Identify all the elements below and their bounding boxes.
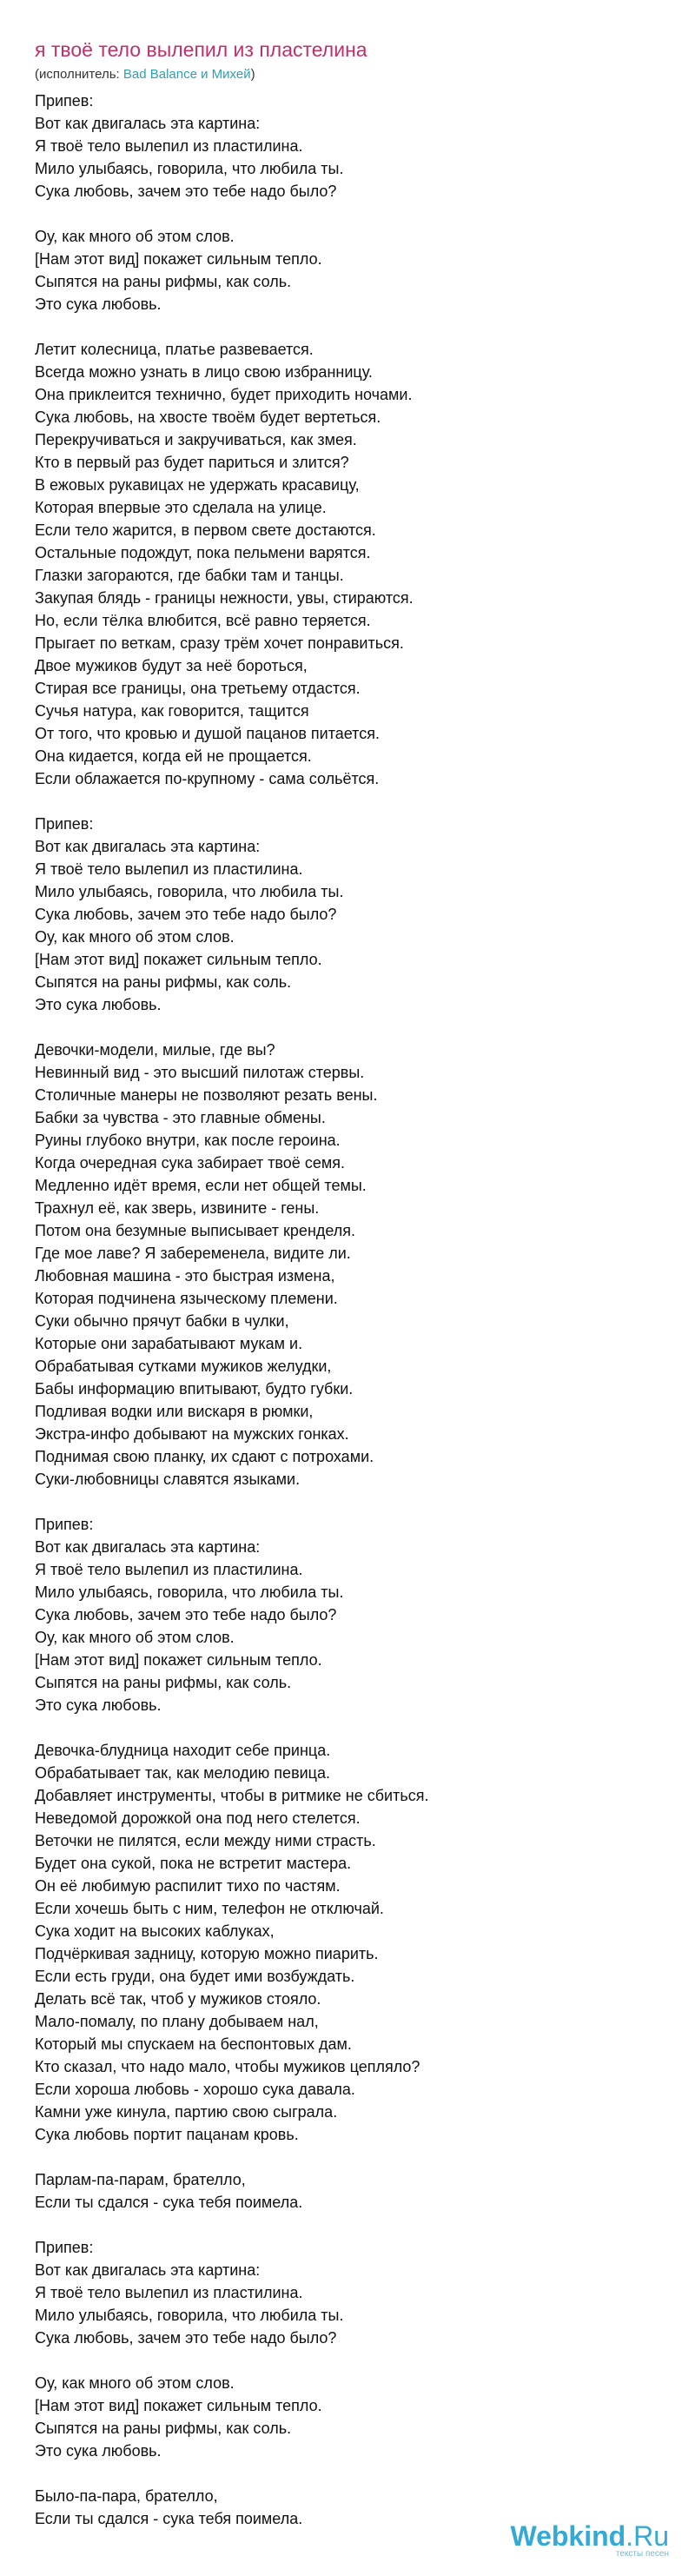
lyric-line: Которая подчинена языческому племени. [35,1290,338,1307]
lyric-line: Всегда можно узнать в лицо свою избранницу. [35,363,373,381]
lyric-line: Сыпятся на раны рифмы, как соль. [35,273,292,290]
stanza-gap [35,2146,660,2168]
lyric-line: Девочка-блудница находит себе принца. [35,1742,331,1759]
lyric-line: Она приклеится технично, будет приходить ночами. [35,386,413,403]
lyric-line: Если облажается по-крупному - сама сольётся. [35,770,380,787]
lyric-line: Камни уже кинула, партию свою сыграла. [35,2103,338,2121]
lyric-line: Я твоё тело вылепил из пластилина. [35,1561,303,1578]
lyric-line: Суки обычно прячут бабки в чулки, [35,1312,289,1330]
lyric-line: Суки-любовницы славятся языками. [35,1471,301,1488]
lyric-line: Сыпятся на раны рифмы, как соль. [35,1674,292,1691]
lyric-line: Которая впервые это сделала на улице. [35,499,327,516]
lyric-line: Закупая блядь - границы нежности, увы, стираются. [35,589,414,607]
lyric-line: Если хочешь быть с ним, телефон не отключай. [35,1900,384,1917]
lyric-line: Если тело жарится, в первом свете достаются. [35,521,376,539]
lyric-line: Добавляет инструменты, чтобы в ритмике не сбиться. [35,1787,429,1804]
lyric-line: Если ты сдался - сука тебя поимела. [35,2510,303,2527]
lyric-line: Сука любовь портит пацанам кровь. [35,2126,299,2143]
lyric-line: Это сука любовь. [35,996,162,1013]
lyric-line: [Нам этот вид] покажет сильным тепло. [35,951,322,968]
lyric-line: Делать всё так, чтоб у мужиков стояло. [35,1990,321,2008]
lyric-line: Я твоё тело вылепил из пластилина. [35,137,303,155]
lyric-line: Это сука любовь. [35,2442,162,2460]
lyric-line: Он её любимую распилит тихо по частям. [35,1877,341,1895]
stanza-gap [35,2462,660,2485]
lyric-line: Оу, как много об этом слов. [35,1629,235,1646]
lyric-line: Подливая водки или вискаря в рюмки, [35,1403,314,1420]
lyric-line: Сука любовь, зачем это тебе надо было? [35,183,337,200]
lyric-line: Если ты сдался - сука тебя поимела. [35,2194,303,2211]
lyric-line: Мило улыбаясь, говорила, что любила ты. [35,883,344,900]
lyric-line: Припев: [35,2239,94,2256]
song-title: я твоё тело вылепил из пластелина [35,38,367,61]
watermark-logo: Webkind.Ru [510,2520,669,2552]
lyric-line: Вот как двигалась эта картина: [35,1538,261,1556]
lyric-line: Если хороша любовь - хорошо сука давала. [35,2081,355,2098]
song-header [35,37,660,83]
lyric-line: Сука любовь, зачем это тебе надо было? [35,1606,337,1623]
lyric-line: Столичные манеры не позволяют резать вены. [35,1086,378,1104]
stanza-gap [35,2349,660,2372]
lyric-line: Бабки за чувства - это главные обмены. [35,1109,326,1126]
lyric-line: Будет она сукой, пока не встретит мастера. [35,1855,352,1872]
lyric-line: [Нам этот вид] покажет сильным тепло. [35,2397,322,2414]
lyric-line: Оу, как много об этом слов. [35,2374,235,2392]
lyric-line: Сучья натура, как говорится, тащится [35,702,309,720]
lyric-line: Сука любовь, зачем это тебе надо было? [35,906,337,923]
lyric-line: Но, если тёлка влюбится, всё равно теряется. [35,612,371,629]
lyric-line: Веточки не пилятся, если между ними страсть. [35,1832,376,1849]
lyric-line: [Нам этот вид] покажет сильным тепло. [35,250,322,268]
lyric-line: Остальные подождут, пока пельмени варятся. [35,544,371,561]
lyric-line: Оу, как много об этом слов. [35,928,235,946]
lyric-line: Сука любовь, зачем это тебе надо было? [35,2329,337,2347]
lyric-line: Подчёркивая задницу, которую можно пиарить. [35,1945,379,1962]
lyric-line: Она кидается, когда ей не прощается. [35,747,312,765]
lyric-line: Обрабатывая сутками мужиков желудки, [35,1358,332,1375]
lyric-line: Прыгает по веткам, сразу трём хочет понравиться. [35,634,404,652]
lyric-line: В ежовых рукавицах не удержать красавицу, [35,476,360,494]
lyric-line: Поднимая свою планку, их сдают с потрохами. [35,1448,374,1465]
lyrics-body [35,90,660,2530]
lyric-line: Припев: [35,92,94,110]
lyric-line: От того, что кровью и душой пацанов питается. [35,725,380,742]
stanza-gap [35,2214,660,2236]
lyric-line: Сыпятся на раны рифмы, как соль. [35,973,292,991]
lyric-line: Любовная машина - это быстрая измена, [35,1267,335,1285]
stanza-gap [35,1490,660,1513]
lyric-line: Сыпятся на раны рифмы, как соль. [35,2420,292,2437]
stanza-gap [35,1716,660,1739]
stanza-gap [35,315,660,338]
lyric-line: Трахнул её, как зверь, извините - гены. [35,1199,320,1217]
performer-link[interactable]: Bad Balance и Михей [122,67,251,82]
lyric-line: Мило улыбаясь, говорила, что любила ты. [35,160,344,177]
lyric-line: Вот как двигалась эта картина: [35,115,261,132]
watermark-subtitle: тексты песен [615,2549,669,2559]
lyric-line: Это сука любовь. [35,295,162,313]
lyric-line: Вот как двигалась эта картина: [35,2261,261,2279]
lyric-line: Медленно идёт время, если нет общей темы. [35,1177,367,1194]
lyric-line: Девочки-модели, милые, где вы? [35,1041,275,1059]
performer-line [35,66,660,83]
lyric-line: Где мое лаве? Я забеременела, видите ли. [35,1245,351,1262]
lyric-line: Припев: [35,815,94,833]
lyric-line: Парлам-па-парам, брателло, [35,2171,246,2188]
lyric-line: Перекручиваться и закручиваться, как змея. [35,431,357,448]
lyric-line: Невинный вид - это высший пилотаж стервы. [35,1064,365,1081]
lyric-line: Вот как двигалась эта картина: [35,838,261,855]
lyric-line: Которые они зарабатывают мукам и. [35,1335,303,1352]
lyric-line: Мало-помалу, по плану добываем нал, [35,2013,319,2030]
lyric-line: Я твоё тело вылепил из пластилина. [35,860,303,878]
site-watermark [510,2521,669,2559]
lyric-line: Неведомой дорожкой она под него стелется. [35,1809,361,1827]
lyric-line: Я твоё тело вылепил из пластилина. [35,2284,303,2301]
lyric-line: Кто сказал, что надо мало, чтобы мужиков цепляло? [35,2058,420,2075]
lyric-line: Который мы спускаем на беспонтовых дам. [35,2035,352,2053]
lyric-line: Бабы информацию впитывают, будто губки. [35,1380,354,1398]
lyric-line: Двое мужиков будут за неё бороться, [35,657,308,674]
lyric-line: Экстра-инфо добывают на мужских гонках. [35,1425,349,1443]
performer-prefix: (исполнитель: [35,67,123,82]
lyric-line: Оу, как много об этом слов. [35,228,235,245]
lyric-line: Кто в первый раз будет париться и злится? [35,454,349,471]
lyric-line: Руины глубоко внутри, как после героина. [35,1132,341,1149]
lyric-line: Потом она безумные выписывает кренделя. [35,1222,356,1239]
lyric-line: Летит колесница, платье развевается. [35,341,314,358]
lyric-line: Если есть груди, она будет ими возбуждать. [35,1968,355,1985]
lyric-line: Мило улыбаясь, говорила, что любила ты. [35,1583,344,1601]
lyric-line: Это сука любовь. [35,1696,162,1714]
lyric-line: Сука любовь, на хвосте твоём будет вертеться. [35,408,381,426]
lyric-line: Обрабатывает так, как мелодию певица. [35,1764,331,1782]
lyric-line: Было-па-пара, брателло, [35,2487,218,2505]
lyric-line: Припев: [35,1516,94,1533]
lyric-line: [Нам этот вид] покажет сильным тепло. [35,1651,322,1669]
stanza-gap [35,202,660,225]
lyric-line: Глазки загораются, где бабки там и танцы. [35,567,344,584]
performer-suffix: ) [250,67,255,82]
lyric-line: Мило улыбаясь, говорила, что любила ты. [35,2307,344,2324]
stanza-gap [35,1016,660,1039]
lyric-line: Стирая все границы, она третьему отдастся. [35,680,361,697]
lyric-line: Сука ходит на высоких каблуках, [35,1922,275,1940]
lyric-line: Когда очередная сука забирает твоё семя. [35,1154,345,1172]
stanza-gap [35,790,660,813]
